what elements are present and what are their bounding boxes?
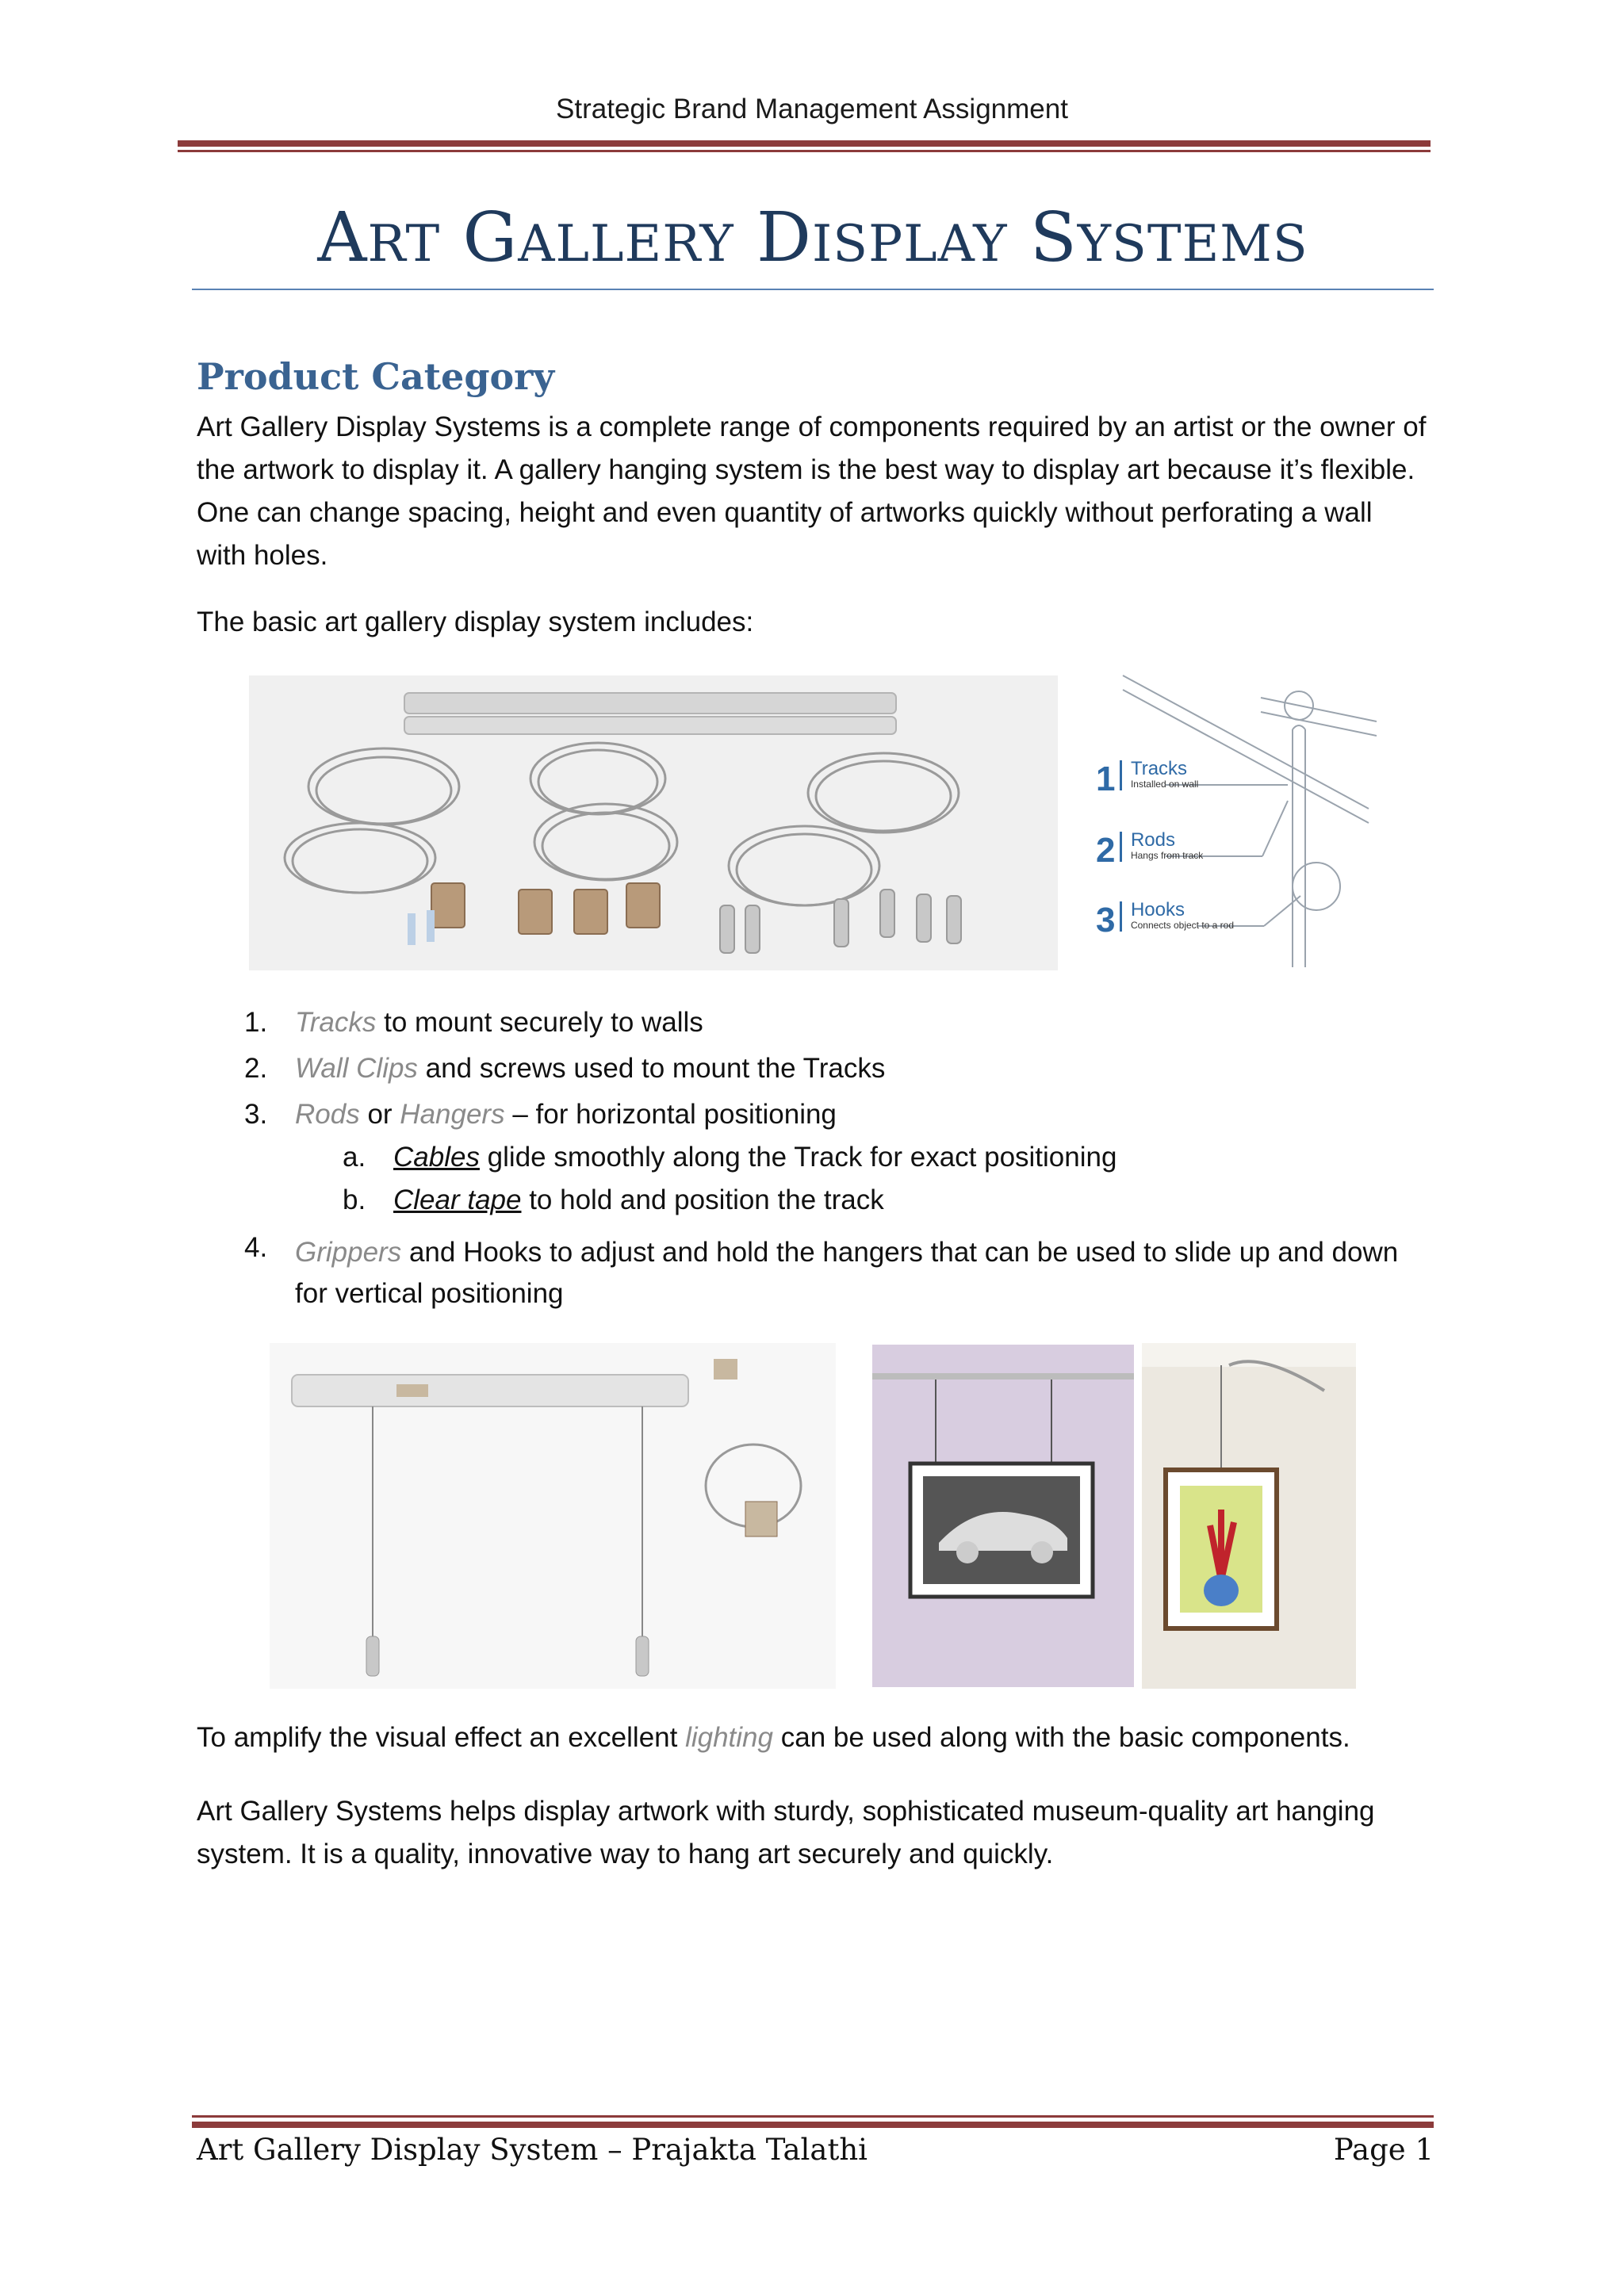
title-rest: YSTEMS [1077, 215, 1308, 274]
list-item-1 [244, 1007, 267, 1039]
list-term: Cables [393, 1142, 480, 1173]
header-rule-thick [178, 140, 1431, 147]
list-letter: b. [343, 1184, 366, 1215]
diagram-desc: Connects object to a rod [1130, 920, 1235, 931]
title-letter: D [756, 198, 812, 277]
list-text-2 [295, 1053, 885, 1085]
list-text-3 [295, 1099, 837, 1131]
diagram-item-tracks [1096, 760, 1198, 799]
list-item-2 [244, 1053, 267, 1085]
diagram-name: Hooks [1130, 899, 1185, 920]
section-heading: Product Category [197, 355, 555, 398]
intro-line: with holes. [197, 540, 328, 571]
closing-line: Art Gallery Systems helps display artwork with sturdy, sophisticated museum-quality art hanging [197, 1796, 1375, 1827]
lighting-before: To amplify the visual effect an excellent [197, 1722, 686, 1753]
list-rest: and Hooks to adjust and hold the hangers that can be used to slide up and down [401, 1237, 1399, 1268]
list-item-3 [244, 1099, 267, 1131]
components-photo [249, 675, 1058, 970]
intro-paragraph [197, 406, 1431, 577]
list-number: 3. [244, 1099, 268, 1130]
footer-left: Art Gallery Display System – Prajakta Talathi [197, 2133, 868, 2167]
list-rest: – for horizontal positioning [504, 1099, 837, 1130]
document-title [192, 198, 1434, 277]
title-rest: ISPLAY [811, 215, 1008, 274]
list-text-3b [393, 1184, 884, 1216]
title-rest: ALLERY [518, 215, 734, 274]
list-text-1 [295, 1007, 703, 1039]
closing-line: system. It is a quality, innovative way to hang art securely and quickly. [197, 1839, 1054, 1869]
list-text-3a [393, 1142, 1116, 1173]
list-line2: for vertical positioning [295, 1278, 564, 1309]
diagram-desc: Hangs from track [1130, 850, 1204, 861]
list-term: Clear tape [393, 1184, 522, 1215]
track-kit-photo [270, 1343, 836, 1689]
list-term: Tracks [295, 1007, 377, 1038]
list-number: 2. [244, 1053, 268, 1084]
list-letter: a. [343, 1142, 366, 1173]
list-rest: to mount securely to walls [376, 1007, 703, 1038]
footer-page-number: Page 1 [1333, 2133, 1434, 2167]
diagram-num: 1 [1096, 760, 1116, 798]
lighting-paragraph [197, 1722, 1350, 1754]
diagram-num: 3 [1096, 901, 1116, 939]
list-mid: or [359, 1099, 400, 1130]
list-number: 4. [244, 1232, 268, 1263]
list-term: Wall Clips [295, 1053, 418, 1084]
header-rule-thin [178, 150, 1431, 152]
list-item-4 [244, 1232, 267, 1264]
diagram-name: Rods [1130, 829, 1175, 851]
list-term: Hangers [400, 1099, 505, 1130]
intro-line: the artwork to display it. A gallery hanging system is the best way to display art because it’s flexible. [197, 454, 1415, 485]
list-text-4 [295, 1232, 1431, 1314]
title-letter: S [1029, 198, 1078, 277]
title-letter: G [462, 198, 519, 277]
car-artwork-photo [872, 1345, 1134, 1687]
list-rest: to hold and position the track [521, 1184, 884, 1215]
lighting-after: can be used along with the basic components. [773, 1722, 1350, 1753]
diagram-num: 2 [1096, 831, 1116, 870]
list-term: Rods [295, 1099, 360, 1130]
lighting-term: lighting [685, 1722, 773, 1753]
includes-text: The basic art gallery display system includes: [197, 607, 754, 637]
footer-rule-thin [192, 2115, 1434, 2118]
diagram-item-hooks [1096, 901, 1234, 940]
diagram-desc: Installed on wall [1130, 779, 1199, 790]
list-rest: glide smoothly along the Track for exact positioning [479, 1142, 1117, 1173]
flower-artwork-photo [1142, 1343, 1356, 1689]
diagram-name: Tracks [1130, 758, 1188, 779]
intro-line: One can change spacing, height and even quantity of artworks quickly without perforating a wall [197, 497, 1373, 528]
title-letter: A [317, 198, 368, 277]
list-rest: and screws used to mount the Tracks [417, 1053, 886, 1084]
title-rule [192, 289, 1434, 290]
list-term: Grippers [295, 1237, 402, 1268]
diagram-item-rods [1096, 831, 1203, 871]
list-number: 1. [244, 1007, 268, 1038]
list-item-3b [343, 1184, 366, 1216]
components-diagram [1078, 674, 1377, 975]
title-rest: RT [367, 215, 441, 274]
closing-paragraph [197, 1790, 1431, 1876]
footer-rule-thick [192, 2122, 1434, 2128]
page-header: Strategic Brand Management Assignment [556, 94, 1068, 124]
intro-line: Art Gallery Display Systems is a complete range of components required by an artist or the owner of [197, 411, 1427, 442]
list-item-3a [343, 1142, 366, 1173]
